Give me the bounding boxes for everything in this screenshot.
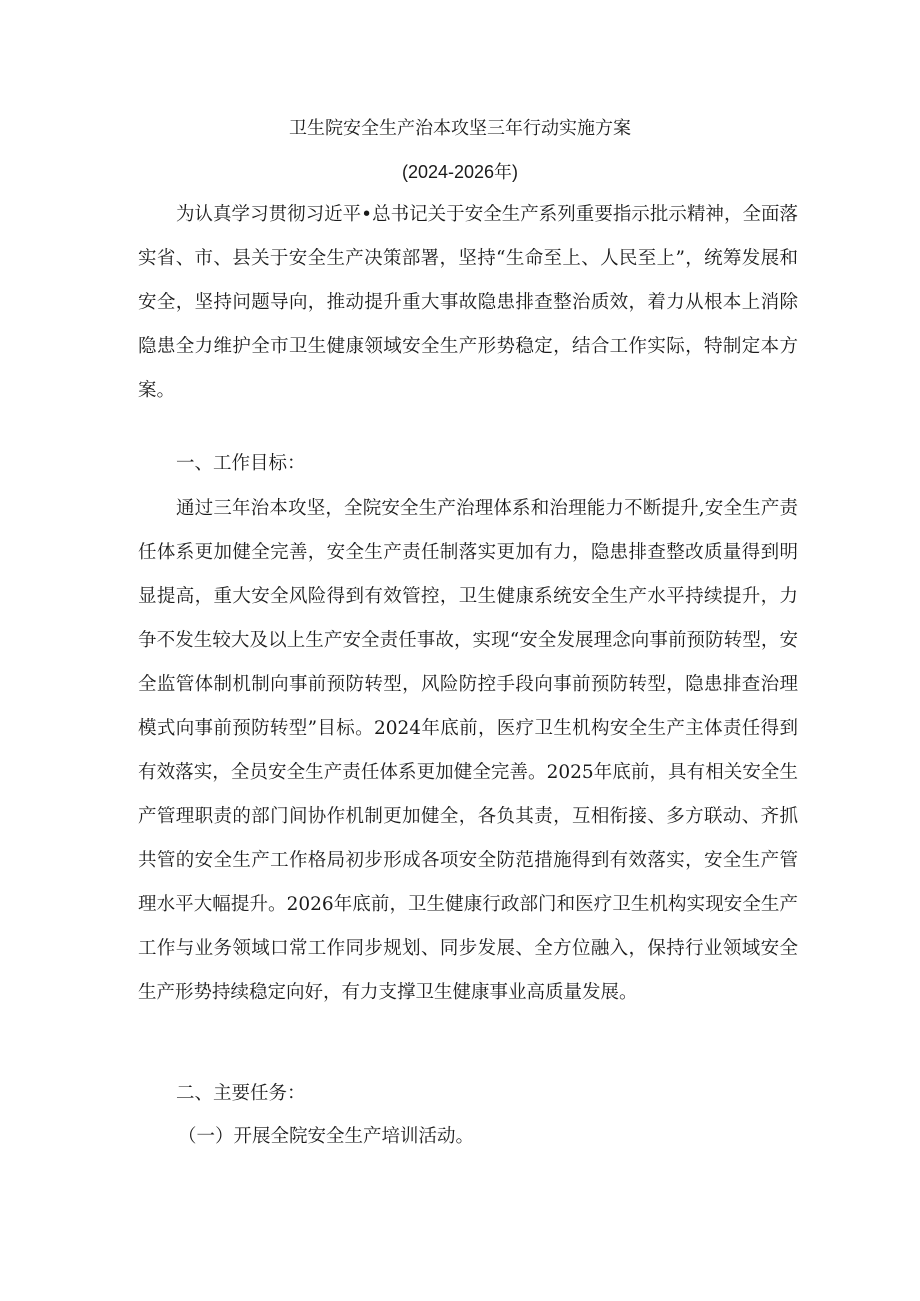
section-heading-goals: 一、工作目标： <box>176 453 306 474</box>
document-title: 卫生院安全生产治本攻坚三年行动实施方案 <box>289 118 631 139</box>
goals-paragraph: 通过三年治本攻坚，全院安全生产治理体系和治理能力不断提升,安全生产责任体系更加健全完善，安全生产责任制落实更加有力，隐患排查整改质量得到明显提高，重大安全风险得到有效管控，卫生健康系统安全生产水平持续提升，力争不发生较大及以上生产安全责任事故，实现“安全发展理念向事前预防转型，安全监管体制机制向事前预防转型，风险防控手段向事前预防转型，隐患排查治理模式向事前预防转型”目标。2024年底前，医疗卫生机构安全生产主体责任得到有效落实，全员安全生产责任体系更加健全完善。2025年底前，具有相关安全生产管理职责的部门间协作机制更加健全，各负其责，互相衔接、多方联动、齐抓共管的安全生产工作格局初步形成各项安全防范措施得到有效落实，安全生产管理水平大幅提升。2026年底前，卫生健康行政部门和医疗卫生机构实现安全生产工作与业务领域口常工作同步规划、同步发展、全方位融入，保持行业领域安全生产形势持续稳定向好，有力支撑卫生健康事业高质量发展。 <box>138 498 798 1003</box>
subsection-heading-training: （一）开展全院安全生产培训活动。 <box>178 1126 475 1147</box>
section-heading-tasks: 二、主要任务： <box>176 1083 306 1104</box>
document-subtitle: (2024-2026年) <box>401 162 519 182</box>
intro-paragraph: 为认真学习贯彻习近平•总书记关于安全生产系列重要指示批示精神，全面落实省、市、县关于安全生产决策部署，坚持“生命至上、人民至上”，统筹发展和安全，坚持问题导向，推动提升重大事故隐患排查整治质效，着力从根本上消除隐患全力维护全市卫生健康领域安全生产形势稳定，结合工作实际，特制定本方案。 <box>138 204 798 401</box>
